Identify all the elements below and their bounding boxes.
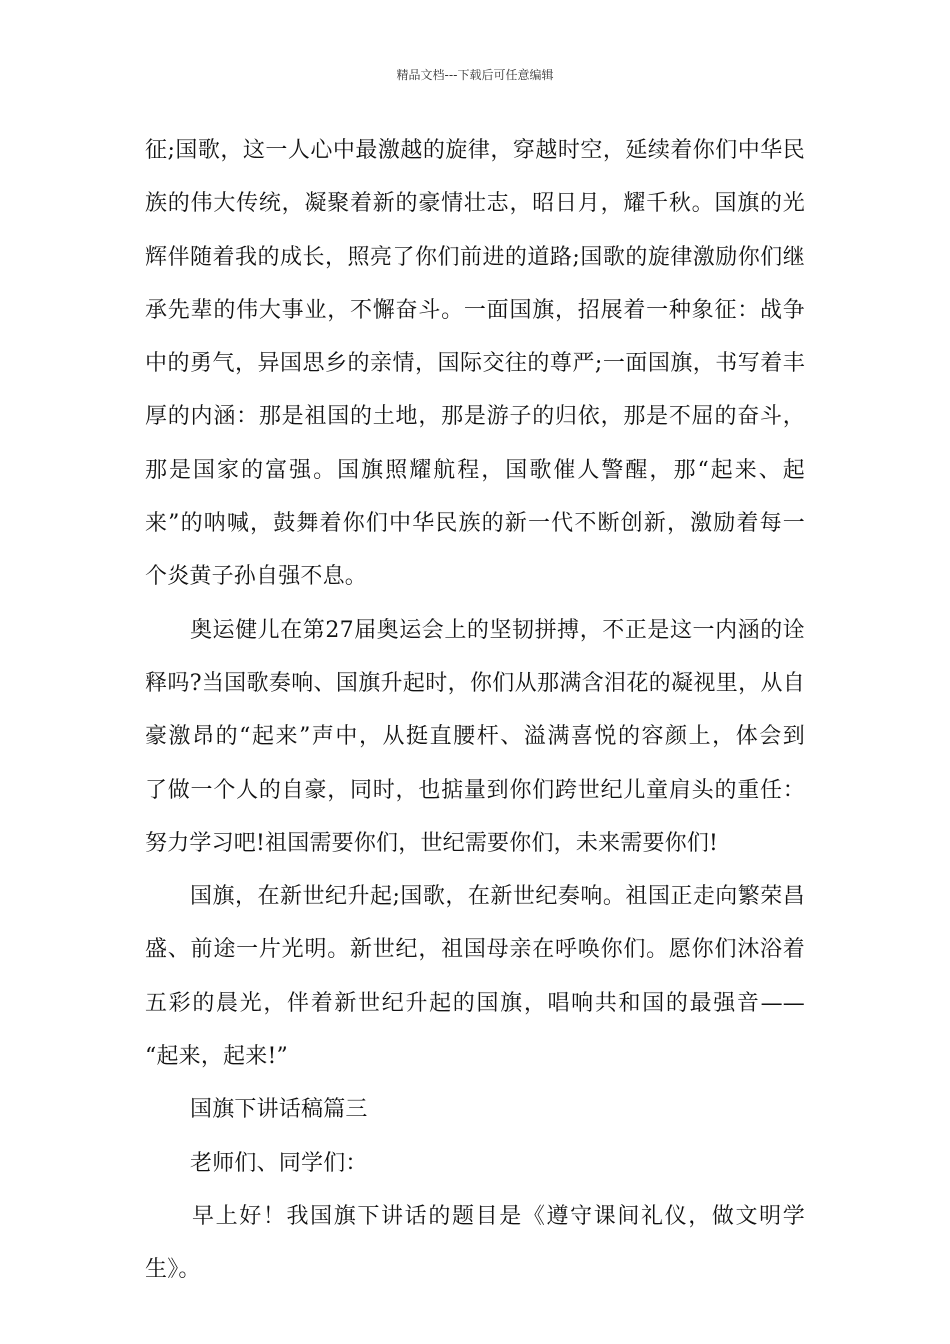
text-line: “起来，起来!” [145, 1044, 288, 1070]
text-line: 厚的内涵：那是祖国的土地，那是游子的归依，那是不屈的奋斗， [145, 404, 805, 430]
paragraph-start: 早上好！我国旗下讲话的题目是《遵守课间礼仪，做文明学 [192, 1203, 805, 1229]
text-line: 个炎黄子孙自强不息。 [145, 564, 368, 590]
text-line: 了做一个人的自豪，同时，也掂量到你们跨世纪儿童肩头的重任： [145, 777, 805, 803]
text-line: 五彩的晨光，伴着新世纪升起的国旗，唱响共和国的最强音—— [145, 990, 805, 1016]
document-body [145, 124, 805, 1297]
text-line: 生》。 [145, 1257, 201, 1283]
text-line: 辉伴随着我的成长，照亮了你们前进的道路;国歌的旋律激励你们继 [145, 244, 805, 270]
page-header: 精品文档---下载后可任意编辑 [396, 68, 554, 82]
text-line: 盛、前途一片光明。新世纪，祖国母亲在呼唤你们。愿你们沐浴着 [145, 937, 805, 963]
text-line: 征;国歌，这一人心中最激越的旋律，穿越时空，延续着你们中华民 [145, 138, 805, 163]
paragraph-start: 国旗，在新世纪升起;国歌，在新世纪奏响。祖国正走向繁荣昌 [190, 884, 805, 910]
text-line: 释吗?当国歌奏响、国旗升起时，你们从那满含泪花的凝视里，从自 [145, 670, 805, 696]
section-title: 国旗下讲话稿篇三 [190, 1097, 368, 1123]
text-line: 中的勇气，异国思乡的亲情，国际交往的尊严;一面国旗，书写着丰 [145, 351, 805, 377]
text-line: 努力学习吧!祖国需要你们，世纪需要你们，未来需要你们! [145, 830, 719, 856]
text-line: 承先辈的伟大事业，不懈奋斗。一面国旗，招展着一种象征：战争 [145, 297, 805, 323]
paragraph-start: 奥运健儿在第27届奥运会上的坚韧拼搏，不正是这一内涵的诠 [190, 617, 805, 643]
text-line: 来”的呐喊，鼓舞着你们中华民族的新一代不断创新，激励着每一 [145, 511, 805, 537]
text-line: 豪激昂的“起来”声中，从挺直腰杆、溢满喜悦的容颜上，体会到 [145, 724, 805, 750]
text-line: 那是国家的富强。国旗照耀航程，国歌催人警醒，那“起来、起 [145, 457, 805, 483]
text-line: 族的伟大传统，凝聚着新的豪情壮志，昭日月，耀千秋。国旗的光 [145, 191, 805, 217]
salutation: 老师们、同学们： [190, 1150, 368, 1176]
